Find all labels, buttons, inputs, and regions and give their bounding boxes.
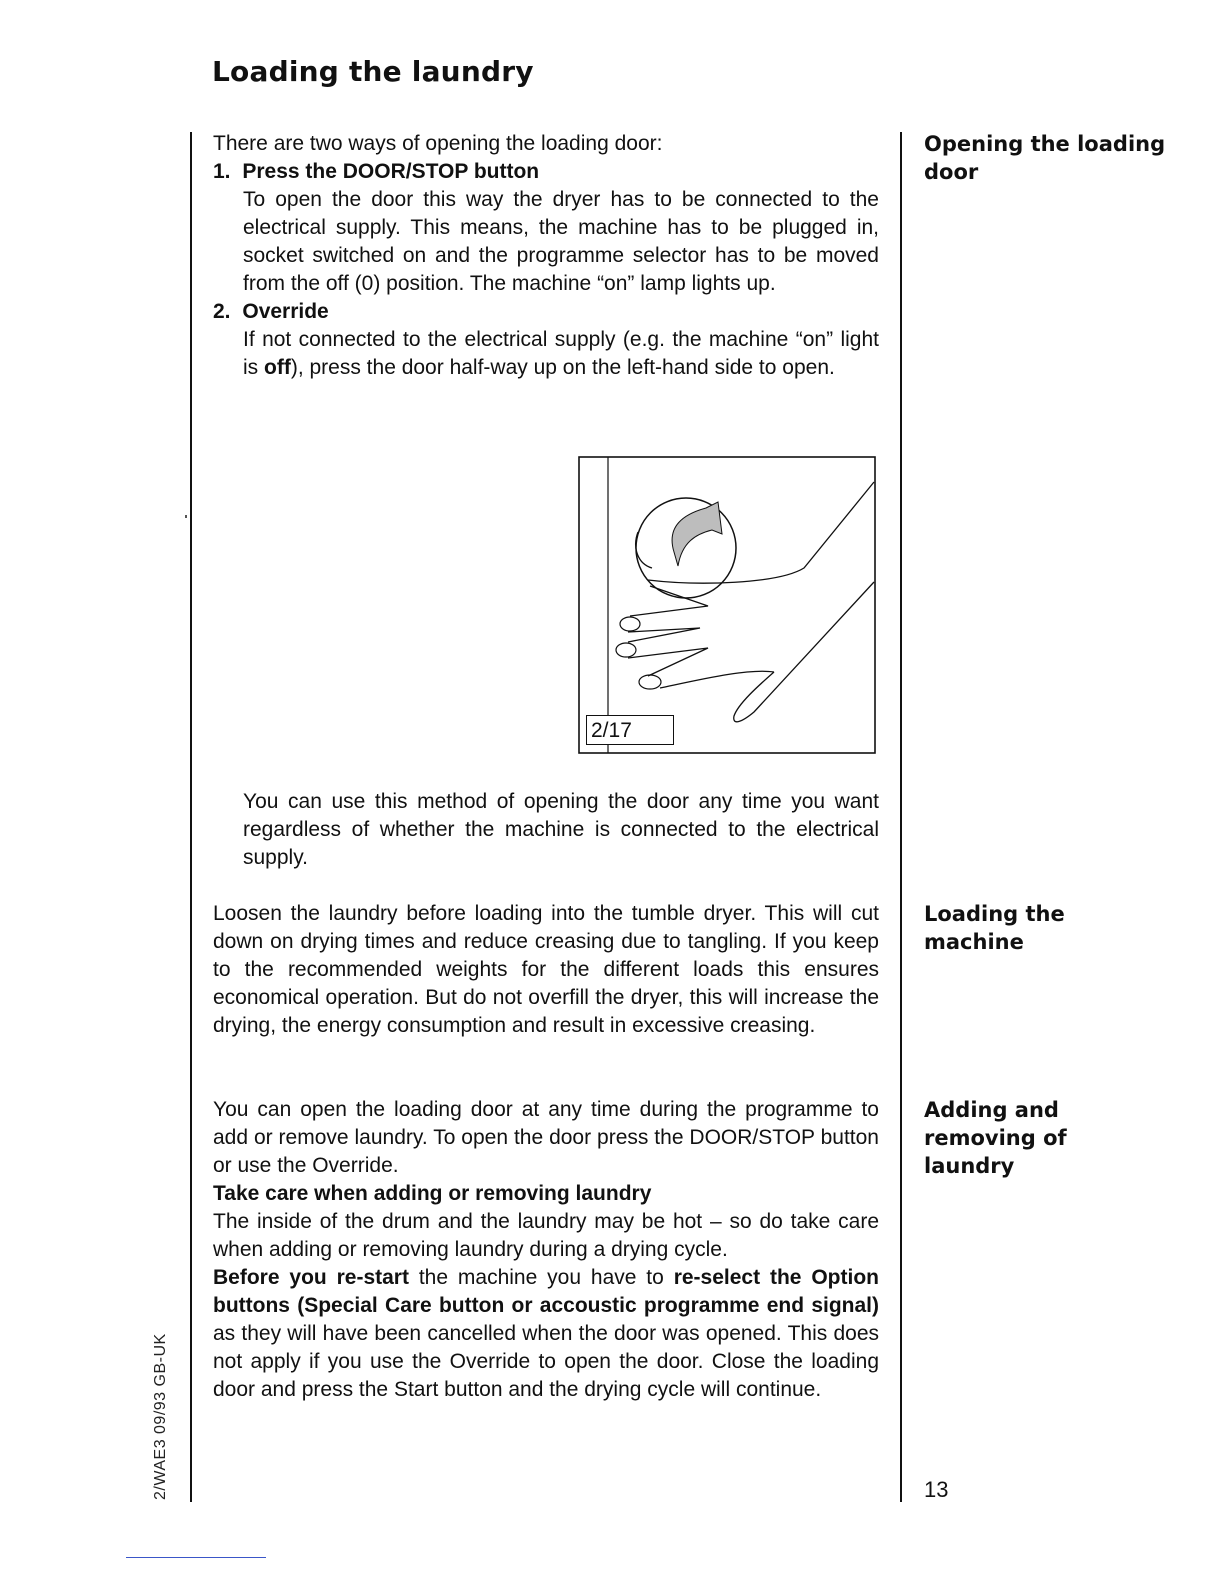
right-margin-rule	[900, 132, 902, 1502]
hand-opening-door-illustration	[578, 456, 876, 754]
sidebar-opening-door: Opening the loading door	[924, 132, 1166, 184]
list-item-1-text: To open the door this way the dryer has to be connected to the electrical supply. This means, the machine has to be plugged in, socket switched on and the programme selector has to be moved from the off (0) position. The machine “on” lamp lights up.	[243, 188, 879, 295]
section-adding-removing	[213, 1096, 879, 1404]
margin-tick	[185, 515, 187, 518]
intro-text: There are two ways of opening the loading door:	[213, 132, 663, 155]
list-item-2-heading: Override	[242, 300, 329, 323]
sidebar-loading-machine: Loading the machine	[924, 902, 1065, 954]
after-figure-text-block	[213, 788, 879, 872]
page-title: Loading the laundry	[212, 55, 534, 88]
section-loading-machine	[213, 900, 879, 1040]
figure-label: 2/17	[586, 715, 674, 745]
sidebar-adding-removing: Adding and removing of laundry	[924, 1098, 1067, 1178]
list-item-2-number: 2.	[213, 300, 231, 323]
list-item-1-number: 1.	[213, 160, 231, 183]
bottom-divider	[126, 1557, 266, 1558]
restart-text: Before you re-start the machine you have to re-select the Option buttons (Special Care button or accoustic programme end signal) as they will have been cancelled when the door was opened. This does not apply if you use the Override to open the door. Close the loading door and press the Start button and the drying cycle will continue.	[213, 1266, 879, 1401]
warning-heading: Take care when adding or removing laundry	[213, 1182, 652, 1205]
page-number: 13	[924, 1477, 949, 1502]
list-item-2	[213, 298, 879, 382]
list-item-1	[213, 158, 879, 298]
list-item-1-heading: Press the DOOR/STOP button	[242, 160, 540, 183]
after-figure-text: You can use this method of opening the door any time you want regardless of whether the machine is connected to the electrical supply.	[243, 790, 879, 869]
section-opening-door	[213, 130, 879, 382]
document-code: 2/WAE3 09/93 GB-UK	[152, 1333, 169, 1500]
loading-text: Loosen the laundry before loading into the tumble dryer. This will cut down on drying times and reduce creasing due to tangling. If you keep to the recommended weights for the different loads this ensures economical operation. But do not overfill the dryer, this will increase the drying, the energy consumption and result in excessive creasing.	[213, 902, 879, 1037]
adding-text: You can open the loading door at any time during the programme to add or remove laundry. To open the door press the DOOR/STOP button or use the Override.	[213, 1098, 879, 1177]
warning-text: The inside of the drum and the laundry may be hot – so do take care when adding or removing laundry during a drying cycle.	[213, 1210, 879, 1261]
list-item-2-text: If not connected to the electrical supply (e.g. the machine “on” light is off), press the door half-way up on the left-hand side to open.	[243, 328, 879, 379]
left-margin-rule	[190, 132, 192, 1502]
